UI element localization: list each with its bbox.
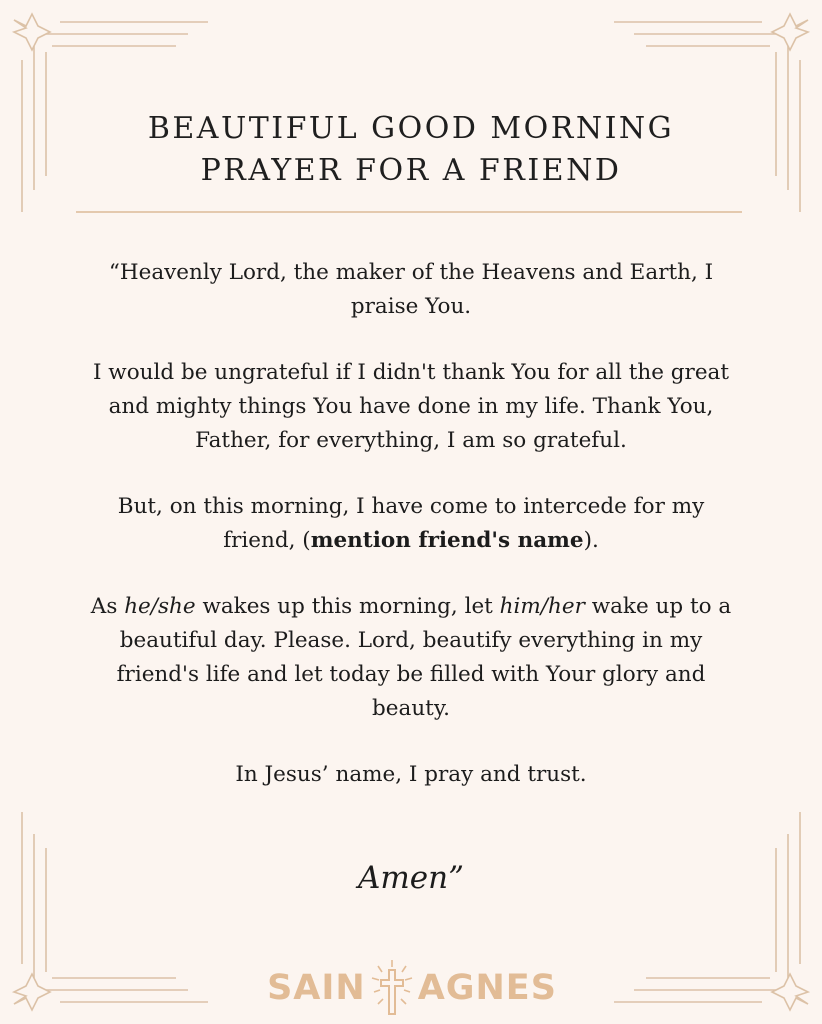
prayer-paragraph-4-b: wakes up this morning, let <box>195 594 500 619</box>
title-line-2: PRAYER FOR A FRIEND <box>200 153 622 188</box>
corner-ornament-bottom-left <box>14 812 208 1010</box>
page-title <box>0 108 822 192</box>
logo-text-right: AGNES <box>417 968 557 1008</box>
title-divider <box>76 211 742 213</box>
cross-icon <box>368 958 416 1018</box>
pronoun-placeholder-2: him/her <box>499 594 585 619</box>
pronoun-placeholder-1: he/she <box>124 594 196 619</box>
logo-text-left: SAIN <box>267 968 366 1008</box>
title-line-1: BEAUTIFUL GOOD MORNING <box>147 111 675 146</box>
prayer-paragraph-3-end: ). <box>583 528 599 553</box>
prayer-paragraph-1: “Heavenly Lord, the maker of the Heavens and Earth, I praise You. <box>108 260 714 319</box>
prayer-paragraph-2: I would be ungrateful if I didn't thank You for all the great and mighty things You have done in my life. Thank You, Father, for everything, I am so grateful. <box>92 360 730 453</box>
prayer-paragraph-3-start: But, on this morning, I have come to intercede for my friend, ( <box>117 494 705 553</box>
corner-ornament-bottom-right <box>614 812 808 1010</box>
prayer-paragraph-5: In Jesus’ name, I pray and trust. <box>235 762 587 787</box>
prayer-paragraph-4-a: As <box>90 594 125 619</box>
prayer-paragraph-4 <box>85 590 737 726</box>
prayer-paragraph-4-c: wake up to a beautiful day. Please. Lord, beautify everything in my friend's life and let today be filled with Your glory and beauty. <box>116 594 732 721</box>
saint-agnes-logo <box>262 958 562 1018</box>
prayer-paragraph-3 <box>85 490 737 558</box>
prayer-body <box>85 256 737 824</box>
friend-name-placeholder: mention friend's name <box>310 528 584 553</box>
amen-signature: Amen” <box>358 860 464 896</box>
